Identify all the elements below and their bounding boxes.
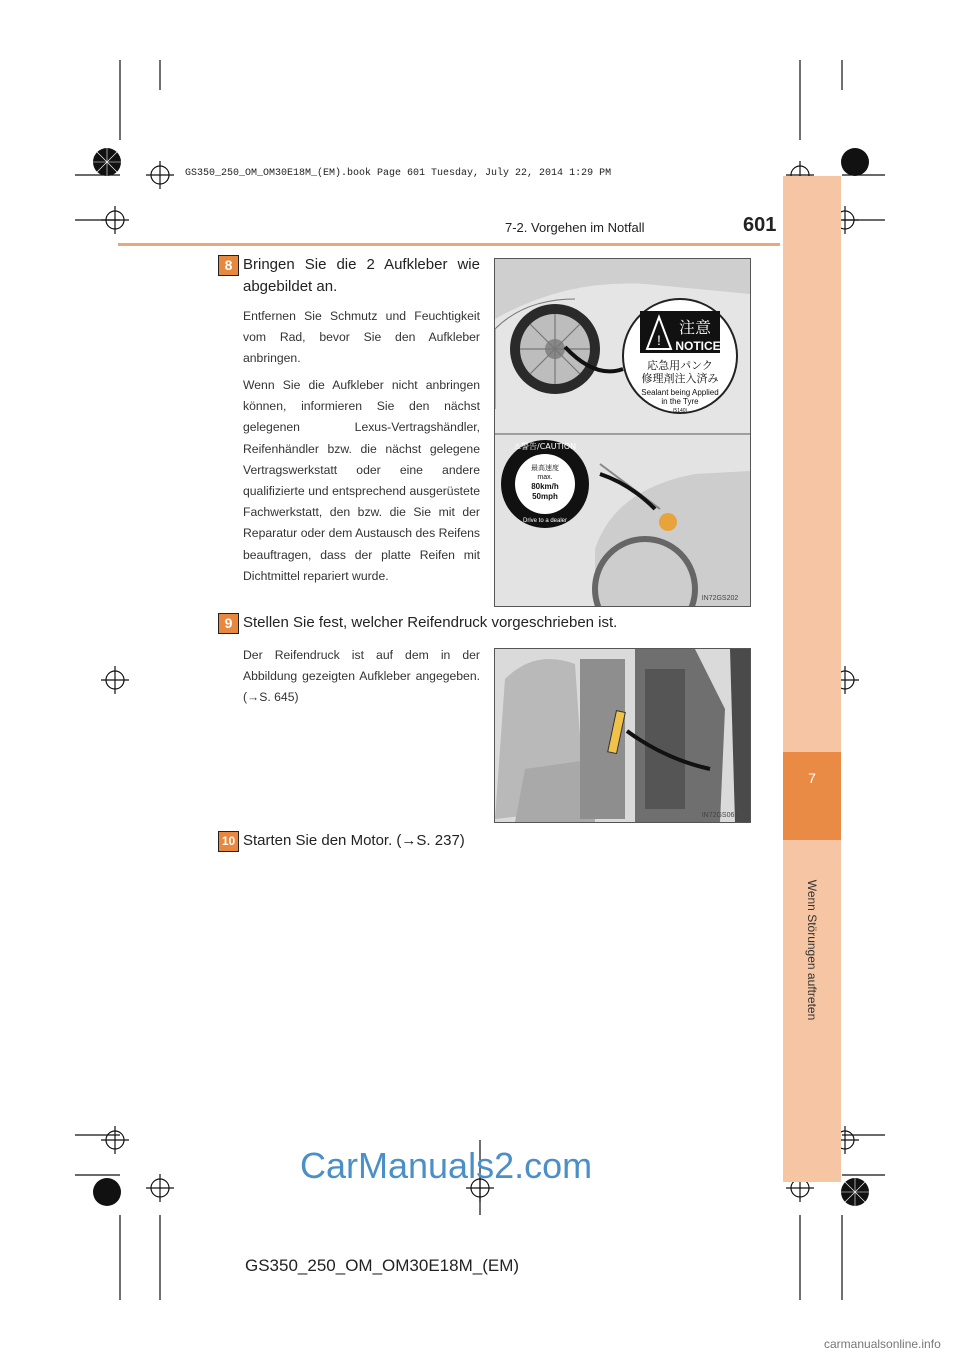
notice-title-en: NOTICE [675, 339, 721, 353]
chapter-side-tab [783, 176, 841, 1182]
caution-line-2: max. [537, 474, 553, 481]
step-note: Der Reifendruck ist auf dem in der Abbildung gezeigten Aufkleber angegeben. (→S. 645) [243, 648, 480, 705]
step-text: Bringen Sie die 2 Aufkleber wie abgebildet an. [243, 256, 480, 295]
caution-line-1: 最高速度 [531, 464, 559, 472]
caution-line-3: 80km/h [531, 482, 559, 491]
step-note: Wenn Sie die Aufkleber nicht anbringen können, informieren Sie den nächst gelegenen Lexus-Vertragshändler, Reifenhändler bzw. die nächst gelegene Vertragswerkstatt oder eine andere qualifizierte und entsprechend ausgerüstete Fachwerkstatt, den bzw. die Sie mit der Reparatur oder dem Austausch des Reifens beauftragen, dass der platte Reifen mit Dichtmittel repariert wurde. [243, 378, 480, 583]
chapter-title: Wenn Störungen auftreten [805, 879, 819, 1021]
notice-line-4: in the Tyre [661, 397, 699, 406]
svg-text:!: ! [657, 332, 661, 348]
step-note: Entfernen Sie Schmutz und Feuchtigkeit vom Rad, bevor Sie den Aufkleber anbringen. [243, 309, 480, 366]
print-info: GS350_250_OM_OM30E18M_(EM).book Page 601 Tuesday, July 22, 2014 1:29 PM [185, 168, 612, 179]
section-title: 7-2. Vorgehen im Notfall [505, 220, 645, 235]
header-rule [118, 243, 780, 246]
sticker-figure [495, 259, 750, 606]
figure-code: IN72GS061 [701, 812, 739, 819]
door-pillar-illustration [494, 648, 751, 823]
caution-line-4: 50mph [532, 492, 558, 501]
notice-line-1: 応急用パンク [647, 359, 713, 372]
caution-sticker [501, 440, 589, 528]
notice-line-3: Sealant being Applied [641, 388, 719, 397]
sticker-illustration [494, 258, 751, 607]
door-figure [495, 649, 750, 822]
chapter-number-block [783, 752, 841, 840]
notice-line-2: 修理剤注入済み [641, 372, 719, 385]
step-text: Stellen Sie fest, welcher Reifendruck vorgeschrieben ist. [243, 614, 618, 631]
caution-bottom: Drive to a dealer [522, 518, 568, 524]
step-badge: 9 [218, 613, 239, 634]
notice-small: (5140) [672, 408, 688, 414]
figure-code: IN72GS202 [701, 595, 739, 602]
watermark-corner: carmanualsonline.info [824, 1337, 941, 1351]
step-badge: 8 [218, 255, 239, 276]
page-number: 601 [743, 214, 777, 236]
sticker-location-marker [659, 513, 677, 531]
caution-ring-text: ⚠警告/CAUTION [513, 442, 577, 451]
document-id: GS350_250_OM_OM30E18M_(EM) [245, 1256, 520, 1275]
notice-title-ja: 注意 [678, 318, 712, 337]
watermark-logo: CarManuals2.com [300, 1145, 593, 1186]
chapter-number: 7 [808, 770, 816, 786]
step-badge: 10 [218, 831, 239, 852]
wheel-icon [510, 304, 600, 394]
notice-sticker [623, 299, 737, 414]
step-text: Starten Sie den Motor. (→S. 237) [243, 832, 465, 849]
